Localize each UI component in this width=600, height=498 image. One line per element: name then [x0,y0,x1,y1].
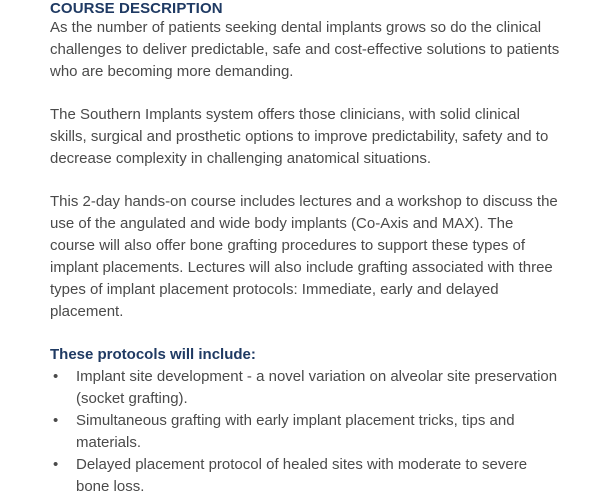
protocols-heading: These protocols will include: [50,346,256,363]
paragraph-intro: As the number of patients seeking dental implants grows so do the clinical challenges to deliver predictable, safe and cost-effective solutions to patients who are becoming more demanding. [50,19,560,80]
paragraph-system: The Southern Implants system offers those clinicians, with solid clinical skills, surgical and prosthetic options to improve predictability, safety and to decrease complexity in challenging anatomical situations. [50,106,549,167]
bullet-icon: • [53,412,59,429]
paragraph-spacer [50,170,560,191]
bullet-icon: • [53,368,59,385]
list-item-text: Delayed placement protocol of healed sites with moderate to severe bone loss. [76,456,528,495]
section-heading: COURSE DESCRIPTION [50,0,223,17]
list-item [50,366,560,410]
paragraph-spacer [50,323,560,344]
list-item [50,410,560,454]
paragraph-course: This 2-day hands-on course includes lectures and a workshop to discuss the use of the angulated and wide body implants (Co-Axis and MAX). The course will also offer bone grafting procedures to support these types of implant placements. Lectures will also include grafting associated with three types of implant placement protocols: Immediate, early and delayed placement. [50,193,558,320]
list-item-text: Implant site development - a novel variation on alveolar site preservation (socket grafting). [76,368,558,407]
protocols-list [50,366,560,498]
bullet-icon: • [53,456,59,473]
list-item-text: Simultaneous grafting with early implant placement tricks, tips and materials. [76,412,515,451]
paragraph-spacer [50,83,560,104]
list-item [50,454,560,498]
